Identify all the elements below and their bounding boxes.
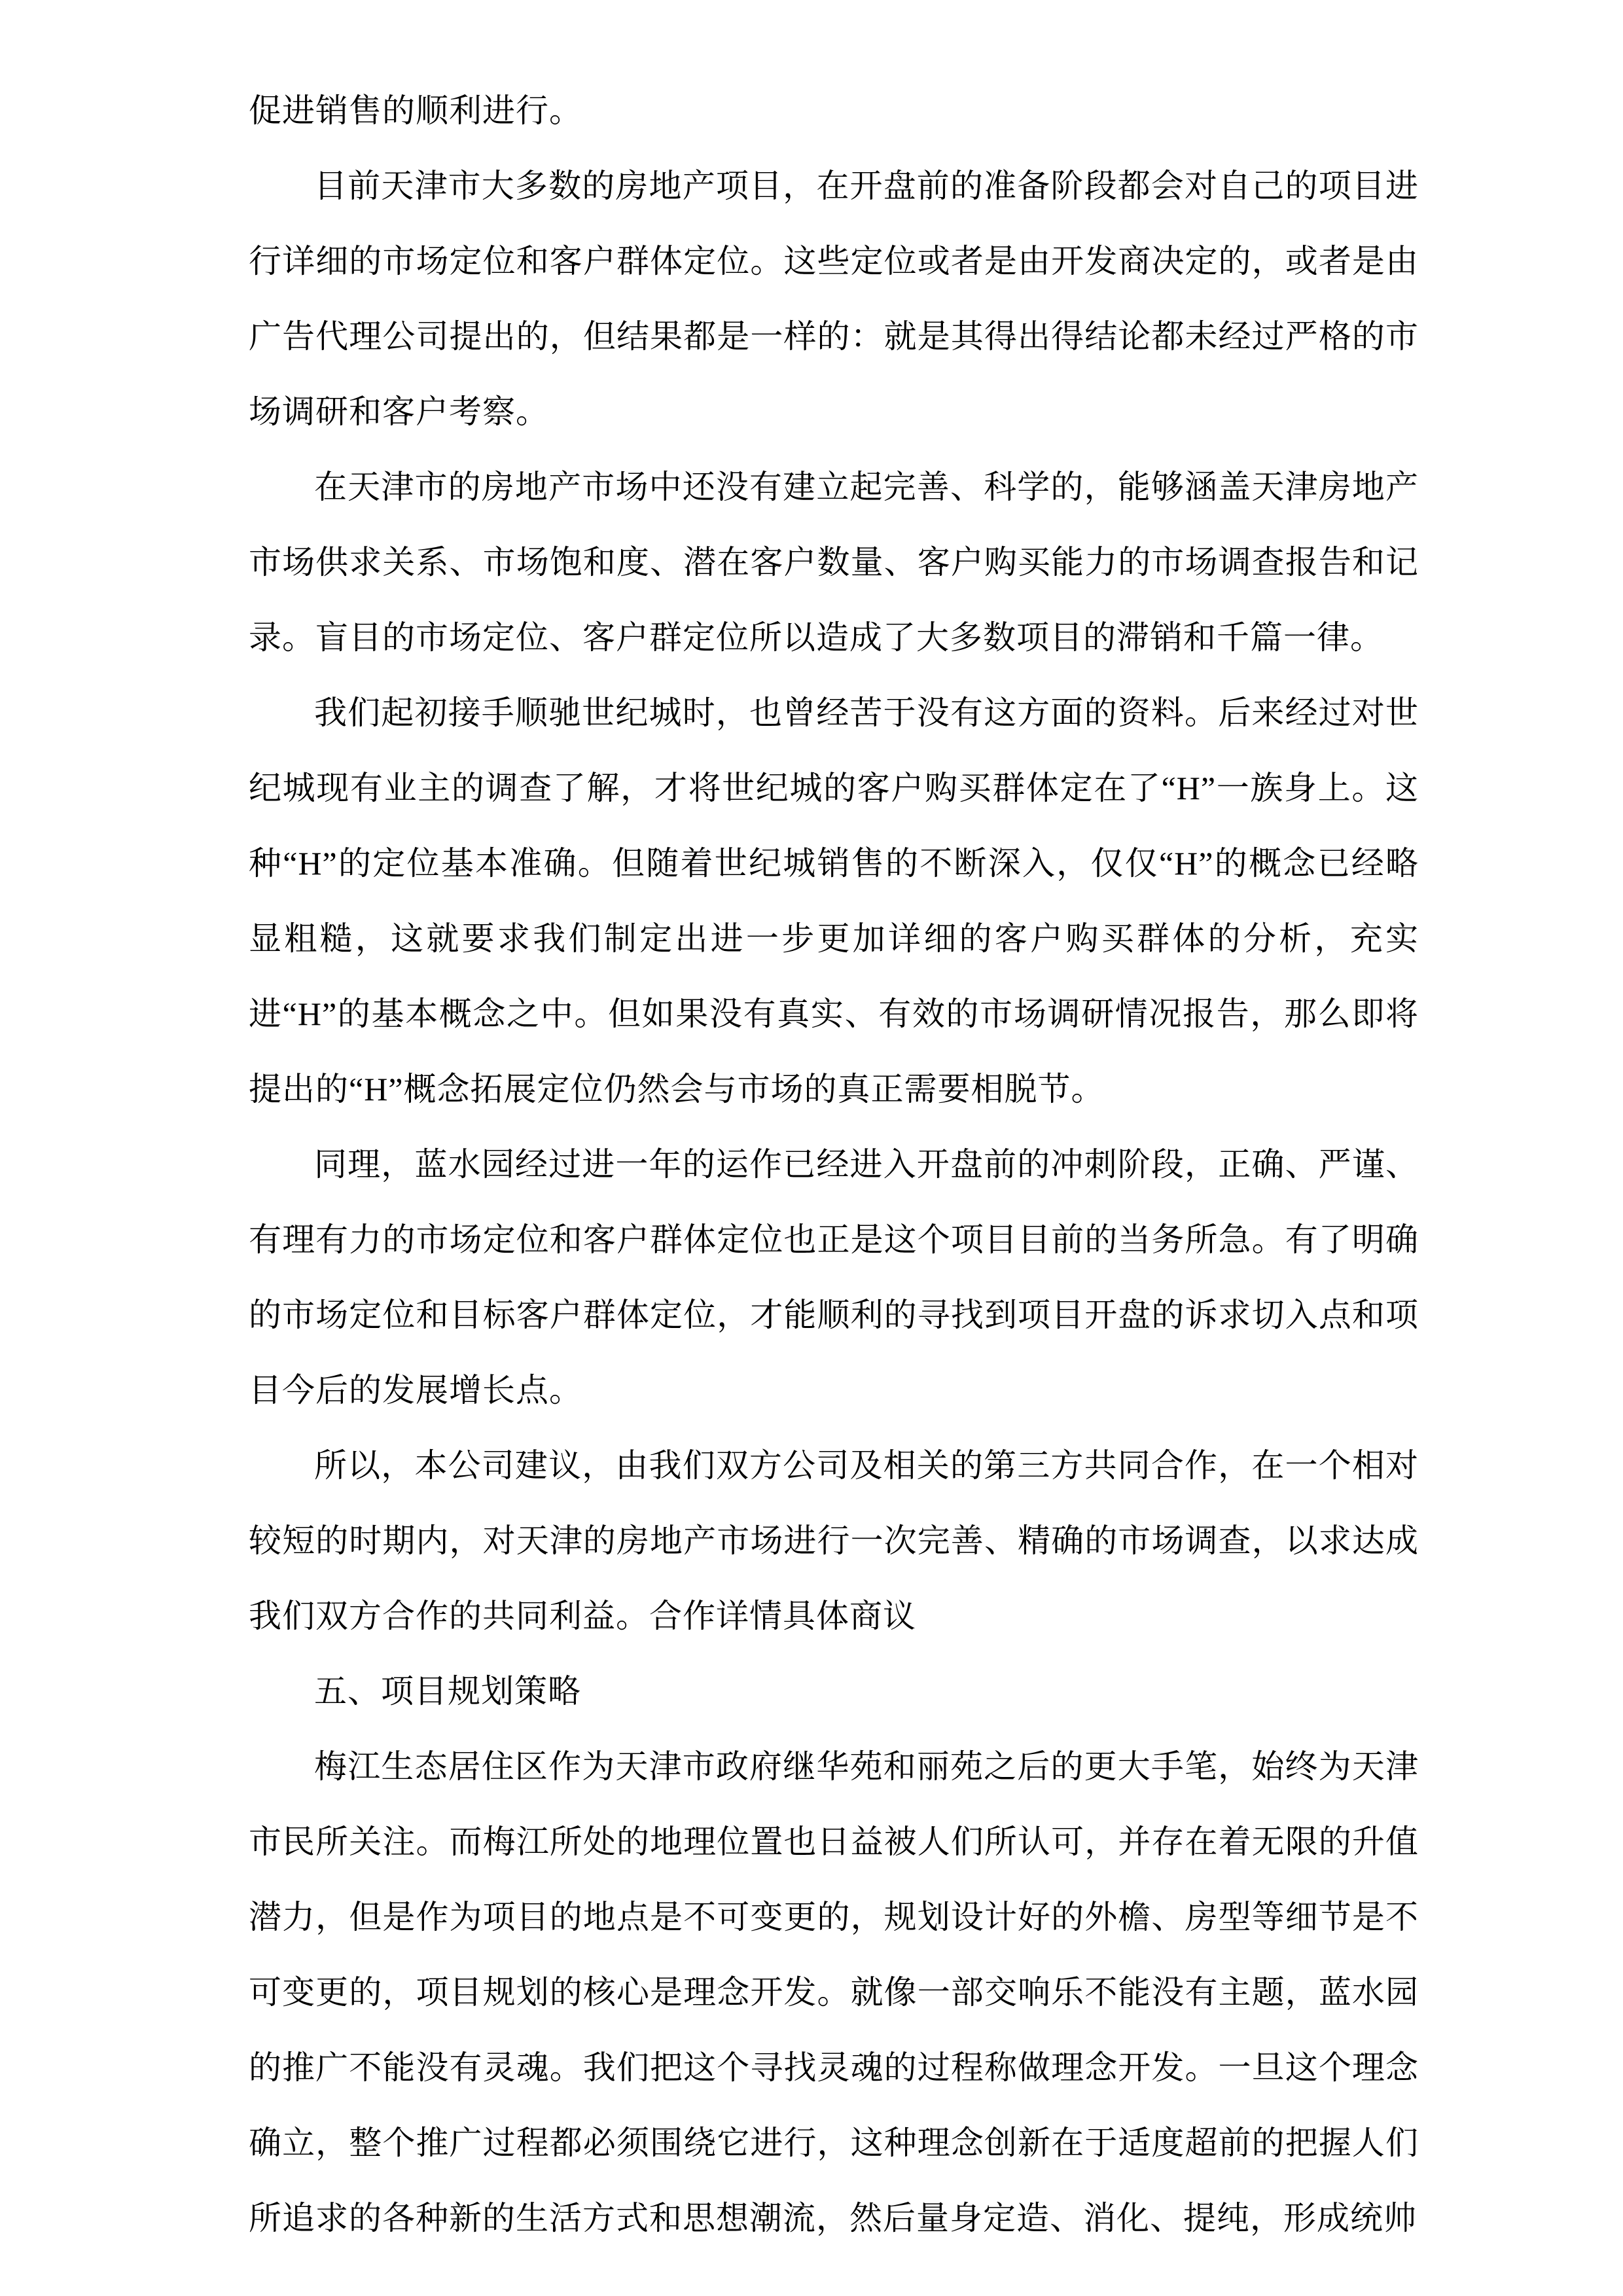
paragraph: 所以，本公司建议，由我们双方公司及相关的第三方共同合作，在一个相对较短的时期内，对天津的房地产市场进行一次完善、精确的市场调查，以求达成我们双方合作的共同利益。合作详情具体商议	[249, 1447, 1419, 1634]
document-body	[249, 73, 1419, 2256]
paragraph-continuation: 促进销售的顺利进行。	[249, 92, 582, 129]
paragraph: 同理，蓝水园经过进一年的运作已经进入开盘前的冲刺阶段，正确、严谨、有理有力的市场定位和客户群体定位也正是这个项目目前的当务所急。有了明确的市场定位和目标客户群体定位，才能顺利的寻找到项目开盘的诉求切入点和项目今后的发展增长点。	[249, 1146, 1419, 1408]
paragraph: 梅江生态居住区作为天津市政府继华苑和丽苑之后的更大手笔，始终为天津市民所关注。而梅江所处的地理位置也日益被人们所认可，并存在着无限的升值潜力，但是作为项目的地点是不可变更的，规划设计好的外檐、房型等细节是不可变更的，项目规划的核心是理念开发。就像一部交响乐不能没有主题，蓝水园的推广不能没有灵魂。我们把这个寻找灵魂的过程称做理念开发。一旦这个理念确立，整个推广过程都必须围绕它进行，这种理念创新在于适度超前的把握人们所追求的各种新的生活方式和思想潮流，然后量身定造、消化、提纯，形成统帅	[249, 1748, 1419, 2236]
paragraph: 我们起初接手顺驰世纪城时，也曾经苦于没有这方面的资料。后来经过对世纪城现有业主的调查了解，才将世纪城的客户购买群体定在了“H”一族身上。这种“H”的定位基本准确。但随着世纪城销售的不断深入，仅仅“H”的概念已经略显粗糙，这就要求我们制定出进一步更加详细的客户购买群体的分析，充实进“H”的基本概念之中。但如果没有真实、有效的市场调研情况报告，那么即将提出的“H”概念拓展定位仍然会与市场的真正需要相脱节。	[249, 694, 1419, 1107]
paragraph: 在天津市的房地产市场中还没有建立起完善、科学的，能够涵盖天津房地产市场供求关系、市场饱和度、潜在客户数量、客户购买能力的市场调查报告和记录。盲目的市场定位、客户群定位所以造成了大多数项目的滞销和千篇一律。	[249, 469, 1419, 656]
paragraph: 目前天津市大多数的房地产项目，在开盘前的准备阶段都会对自己的项目进行详细的市场定位和客户群体定位。这些定位或者是由开发商决定的，或者是由广告代理公司提出的，但结果都是一样的：就是其得出得结论都未经过严格的市场调研和客户考察。	[249, 168, 1419, 430]
section-heading: 五、项目规划策略	[314, 1673, 581, 1710]
